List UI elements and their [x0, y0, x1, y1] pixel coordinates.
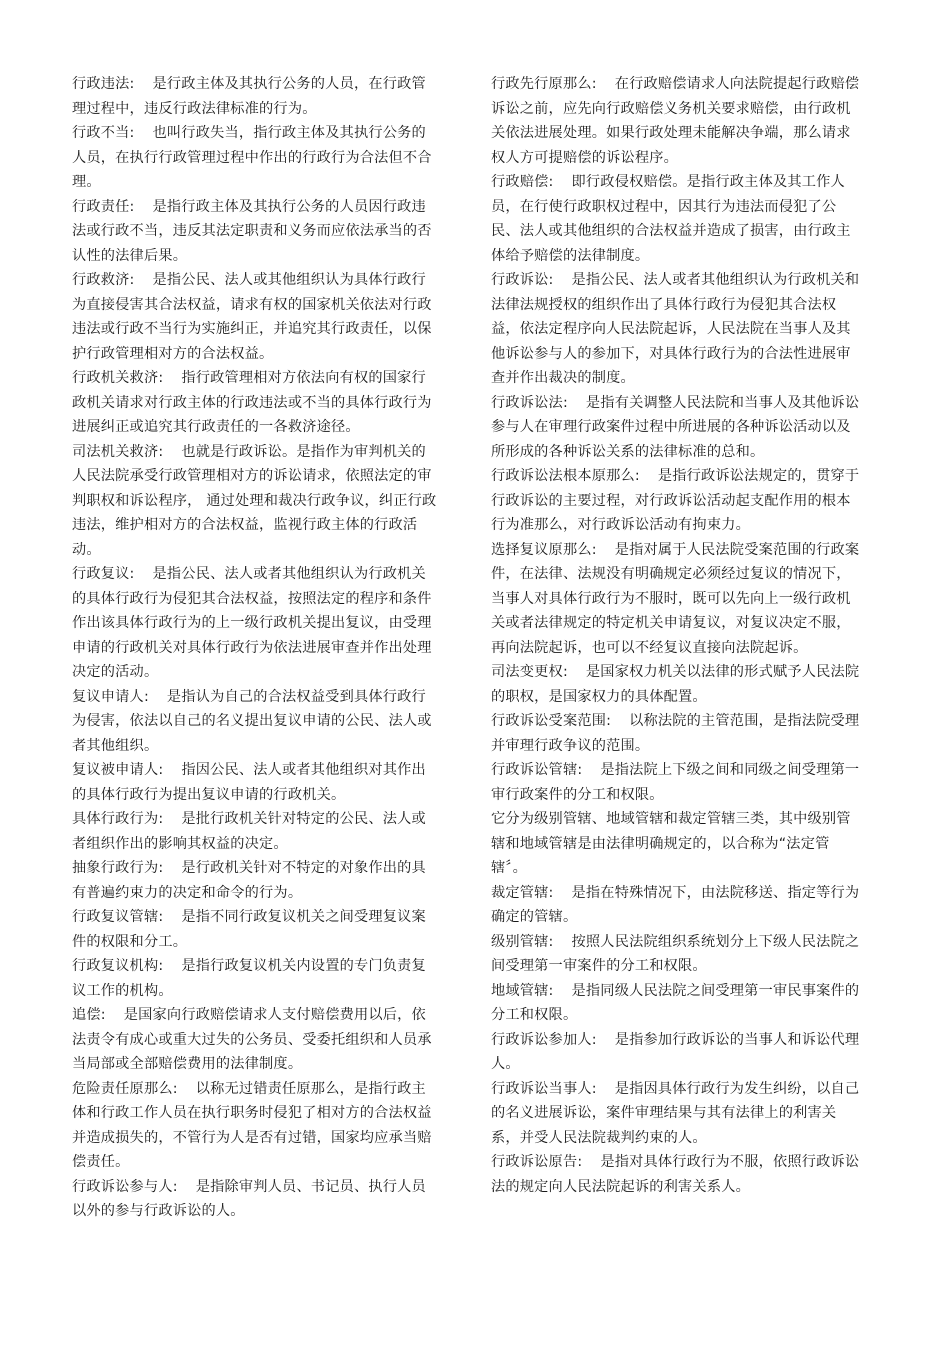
entry-text: 是指公民、法人或者其他组织认为行政机关和法律法规授权的组织作出了具体行政行为侵犯其合法权益，依法定程序向人民法院起诉，人民法院在当事人及其他诉讼参与人的参加下，对具体行政行为的合法性进展审查并作出裁决的制度。: [491, 272, 860, 386]
entry-term: 行政诉讼参加人:: [491, 1031, 597, 1048]
entry-term: 裁定管辖:: [491, 884, 554, 901]
entry-text: 是指除审判人员、书记员、执行人员以外的参与行政诉讼的人。: [72, 1178, 426, 1219]
entry-text: 是行政机关针对不特定的对象作出的具有普遍约束力的决定和命令的行为。: [72, 860, 426, 901]
entry-text: 是指参加行政诉讼的当事人和诉讼代理人。: [491, 1031, 860, 1072]
entry: [72, 195, 440, 269]
entry-text: 是指有关调整人民法院和当事人及其他诉讼参与人在审理行政案件过程中所进展的各种诉讼活动以及所形成的各种诉讼关系的法律标准的总和。: [491, 394, 860, 460]
entry: [72, 366, 440, 440]
entry: [491, 709, 861, 758]
entry: [72, 1077, 440, 1175]
entry-term: 抽象行政行为:: [72, 860, 164, 876]
entry: [72, 1175, 440, 1224]
entry-term: 选择复议原那么:: [491, 541, 597, 558]
entry-term: 行政复议机构:: [72, 958, 164, 974]
entry-term: 行政责任:: [72, 198, 135, 215]
entry-term: 行政诉讼管辖:: [491, 762, 583, 778]
entry-text: 是指认为自己的合法权益受到具体行政行为侵害，依法以自己的名义提出复议申请的公民、法人或者其他组织。: [72, 688, 432, 754]
entry-text: 按照人民法院组织系统划分上下级人民法院之间受理第一审案件的分工和权限。: [491, 933, 860, 974]
entry-text: 在行政赔偿请求人向法院提起行政赔偿诉讼之前，应先向行政赔偿义务机关要求赔偿，由行政机关依法进展处理。如果行政处理未能解决争端，那么请求权人方可提赔偿的诉讼程序。: [491, 76, 860, 166]
entry-term: 行政复议:: [72, 566, 135, 582]
left-column: [72, 72, 440, 1224]
entry-text: 是指在特殊情况下，由法院移送、指定等行为确定的管辖。: [491, 884, 860, 925]
entry-term: 行政不当:: [72, 125, 135, 141]
entry-text: 指因公民、法人或者其他组织对其作出的具体行政行为提出复议申请的行政机关。: [72, 762, 426, 803]
entry-term: 行政违法:: [72, 76, 135, 92]
entry: [491, 758, 861, 807]
right-column: [491, 72, 861, 1199]
entry-text: 是指行政诉讼法规定的，贯穿于行政诉讼的主要过程，对行政诉讼活动起支配作用的根本行为准那么，对行政诉讼活动有拘束力。: [491, 468, 860, 533]
entry: [72, 856, 440, 905]
entry-text: 是指公民、法人或者其他组织认为行政机关的具体行政行为侵犯其合法权益，按照法定的程序和条件作出该具体行政行为的上一级行政机关提出复议，由受理申请的行政机关对具体行政行为依法进展审查并作出处理决定的活动。: [72, 566, 432, 680]
entry-term: 地域管辖:: [491, 982, 554, 999]
entry: [72, 562, 440, 685]
entry-term: 危险责任原那么:: [72, 1080, 178, 1097]
entry-term: 行政诉讼:: [491, 272, 554, 288]
entry: [491, 1028, 861, 1077]
entry-text: 指行政管理相对方依法向有权的国家行政机关请求对行政主体的行政违法或不当的具体行政行为进展纠正或追究其行政责任的一各救济途径。: [72, 370, 432, 435]
entry-term: 行政诉讼参与人:: [72, 1178, 178, 1195]
entry-term: 行政诉讼受案范围:: [491, 713, 612, 729]
entry: [72, 72, 440, 121]
entry-term: 司法机关救济:: [72, 443, 164, 460]
entry-term: 司法变更权:: [491, 664, 568, 680]
entry-text: 是指行政主体及其执行公务的人员因行政违法或行政不当，违反其法定职责和义务而应依法承当的否认性的法律后果。: [72, 198, 432, 264]
entry-text: 也叫行政失当，指行政主体及其执行公务的人员，在执行行政管理过程中作出的行政行为合法但不合理。: [72, 125, 432, 190]
entry-term: 复议申请人:: [72, 688, 149, 705]
entry-text: 是国家权力机关以法律的形式赋予人民法院的职权，是国家权力的具体配置。: [491, 664, 860, 705]
entry-text: 是批行政机关针对特定的公民、法人或者组织作出的影响其权益的决定。: [72, 811, 426, 852]
entry-term: 行政救济:: [72, 272, 135, 288]
entry: [72, 1003, 440, 1077]
entry-term: 追偿:: [72, 1007, 106, 1023]
entry: [491, 979, 861, 1028]
entry: [491, 391, 861, 465]
entry: [72, 905, 440, 954]
entry: [491, 538, 861, 661]
entry-term: 行政诉讼当事人:: [491, 1080, 597, 1097]
entry-term: 复议被申请人:: [72, 762, 164, 778]
entry: [72, 685, 440, 759]
entry: [491, 1077, 861, 1151]
entry: [72, 807, 440, 856]
entry: [491, 930, 861, 979]
entry-continuation: [491, 807, 861, 881]
entry: [491, 660, 861, 709]
entry: [491, 881, 861, 930]
entry: [72, 758, 440, 807]
entry: [491, 170, 861, 268]
entry-text: 是指法院上下级之间和同级之间受理第一审行政案件的分工和权限。: [491, 762, 860, 803]
entry: [491, 72, 861, 170]
entry: [72, 268, 440, 366]
entry-text: 它分为级别管辖、地域管辖和裁定管辖三类，其中级别管辖和地域管辖是由法律明确规定的，以合称为“法定管辖〞。: [491, 811, 851, 876]
entry-text: 是指对属于人民法院受案范围的行政案件，在法律、法规没有明确规定必须经过复议的情况下，当事人对具体行政行为不服时，既可以先向上一级行政机关或者法律规定的特定机关申请复议，对复议决定不服，再向法院起诉，也可以不经复议直接向法院起诉。: [491, 541, 860, 656]
entry-text: 是国家向行政赔偿请求人支付赔偿费用以后，依法责令有成心或重大过失的公务员、受委托组织和人员承当局部或全部赔偿费用的法律制度。: [72, 1007, 432, 1072]
entry-term: 级别管辖:: [491, 933, 554, 950]
entry-text: 以称无过错责任原那么，是指行政主体和行政工作人员在执行职务时侵犯了相对方的合法权益并造成损失的，不管行为人是否有过错，国家均应承当赔偿责任。: [72, 1080, 432, 1170]
entry: [72, 954, 440, 1003]
entry-term: 行政诉讼原告:: [491, 1154, 583, 1170]
entry-text: 是指同级人民法院之间受理第一审民事案件的分工和权限。: [491, 982, 860, 1023]
entry-term: 行政先行原那么:: [491, 76, 597, 92]
entry-term: 行政诉讼法根本原那么:: [491, 468, 640, 484]
entry-text: 是指行政复议机关内设置的专门负责复议工作的机构。: [72, 958, 426, 999]
entry-term: 行政诉讼法:: [491, 394, 568, 411]
entry-text: 是行政主体及其执行公务的人员，在行政管理过程中，违反行政法律标准的行为。: [72, 76, 426, 117]
entry: [491, 1150, 861, 1199]
entry: [491, 268, 861, 391]
entry: [72, 440, 440, 563]
entry-term: 行政机关救济:: [72, 370, 164, 386]
entry-text: 是指不同行政复议机关之间受理复议案件的权限和分工。: [72, 909, 426, 950]
entry-term: 行政复议管辖:: [72, 909, 164, 925]
entry-text: 也就是行政诉讼。是指作为审判机关的人民法院承受行政管理相对方的诉讼请求，依照法定的审判职权和诉讼程序， 通过处理和裁决行政争议，纠正行政违法，维护相对方的合法权益，监视行政主体的行政活动。: [72, 443, 437, 558]
entry-text: 是指因具体行政行为发生纠纷，以自己的名义进展诉讼，案件审理结果与其有法律上的利害关系，并受人民法院裁判约束的人。: [491, 1080, 860, 1146]
entry: [491, 464, 861, 538]
entry-term: 行政赔偿:: [491, 174, 554, 190]
entry: [72, 121, 440, 195]
entry-text: 是指公民、法人或其他组织认为具体行政行为直接侵害其合法权益，请求有权的国家机关依法对行政违法或行政不当行为实施纠正，并追究其行政责任，以保护行政管理相对方的合法权益。: [72, 272, 432, 362]
entry-term: 具体行政行为:: [72, 811, 164, 827]
entry-text: 即行政侵权赔偿。是指行政主体及其工作人员，在行使行政职权过程中，因其行为违法而侵犯了公民、法人或其他组织的合法权益并造成了损害，由行政主体给予赔偿的法律制度。: [491, 174, 851, 264]
entry-text: 以称法院的主管范围，是指法院受理并审理行政争议的范围。: [491, 713, 860, 754]
entry-text: 是指对具体行政行为不服，依照行政诉讼法的规定向人民法院起诉的利害关系人。: [491, 1154, 860, 1195]
